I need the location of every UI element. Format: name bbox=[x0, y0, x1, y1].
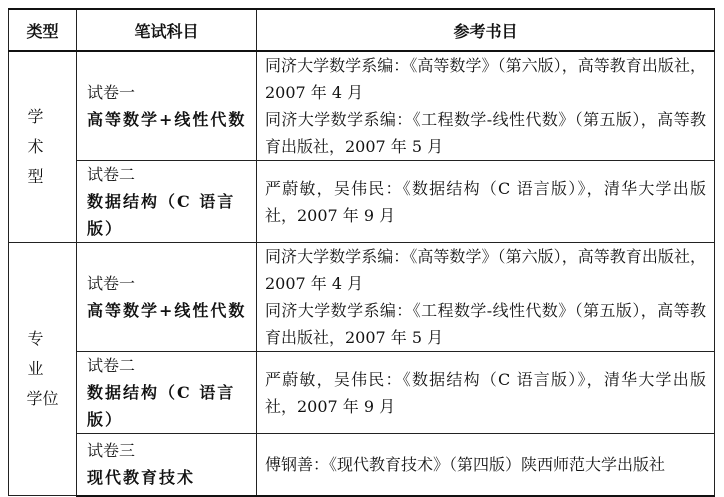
reference-book: 同济大学数学系编：《高等数学》（第六版），高等教育出版社，2007 年 4 月 bbox=[265, 247, 706, 293]
header-row bbox=[9, 9, 715, 51]
type-label-line1: 专 业 bbox=[27, 329, 58, 378]
books-cell bbox=[257, 243, 715, 352]
table-row bbox=[9, 434, 715, 496]
type-label-line2: 型 bbox=[27, 167, 58, 186]
table-row bbox=[9, 161, 715, 243]
paper-number: 试卷三 bbox=[87, 441, 136, 461]
subject-name: 高等数学+线性代数 bbox=[87, 110, 247, 129]
reference-book: 同济大学数学系编：《工程数学-线性代数》（第五版），高等教育出版社，2007 年 5 月 bbox=[265, 110, 706, 156]
subject-name: 高等数学+线性代数 bbox=[87, 301, 247, 320]
books-cell bbox=[257, 51, 715, 161]
header-type: 类型 bbox=[9, 9, 77, 51]
type-label-line2: 学位 bbox=[26, 389, 59, 408]
subject-cell bbox=[77, 352, 257, 434]
subject-cell bbox=[77, 243, 257, 352]
type-cell-professional bbox=[9, 243, 77, 496]
paper-number: 试卷一 bbox=[87, 274, 136, 293]
header-books: 参考书目 bbox=[257, 9, 715, 51]
table-row bbox=[9, 352, 715, 434]
reference-book: 同济大学数学系编：《工程数学-线性代数》（第五版），高等教育出版社，2007 年 5 月 bbox=[265, 301, 706, 347]
exam-reference-table bbox=[8, 8, 715, 497]
books-cell bbox=[257, 161, 715, 243]
reference-book: 严蔚敏，吴伟民：《数据结构（C 语言版）》，清华大学出版社，2007 年 9 月 bbox=[265, 369, 706, 416]
reference-book: 严蔚敏，吴伟民：《数据结构（C 语言版）》，清华大学出版社，2007 年 9 月 bbox=[265, 178, 706, 225]
type-label-line1: 学 术 bbox=[27, 107, 58, 156]
subject-name: 现代教育技术 bbox=[87, 468, 196, 488]
subject-cell bbox=[77, 161, 257, 243]
books-cell bbox=[257, 434, 715, 496]
paper-number: 试卷二 bbox=[87, 356, 136, 375]
document-page bbox=[8, 8, 715, 497]
paper-number: 试卷一 bbox=[87, 83, 136, 102]
paper-number: 试卷二 bbox=[87, 165, 136, 184]
table-row bbox=[9, 243, 715, 352]
reference-book: 傅钢善：《现代教育技术》（第四版）陕西师范大学出版社 bbox=[265, 454, 666, 474]
books-cell bbox=[257, 352, 715, 434]
header-subject: 笔试科目 bbox=[77, 9, 257, 51]
subject-name: 数据结构（C 语言版） bbox=[87, 192, 236, 238]
type-cell-academic bbox=[9, 51, 77, 243]
subject-cell bbox=[77, 51, 257, 161]
reference-book: 同济大学数学系编：《高等数学》（第六版），高等教育出版社，2007 年 4 月 bbox=[265, 56, 706, 102]
table-row bbox=[9, 51, 715, 161]
subject-cell bbox=[77, 434, 257, 496]
subject-name: 数据结构（C 语言版） bbox=[87, 383, 236, 429]
